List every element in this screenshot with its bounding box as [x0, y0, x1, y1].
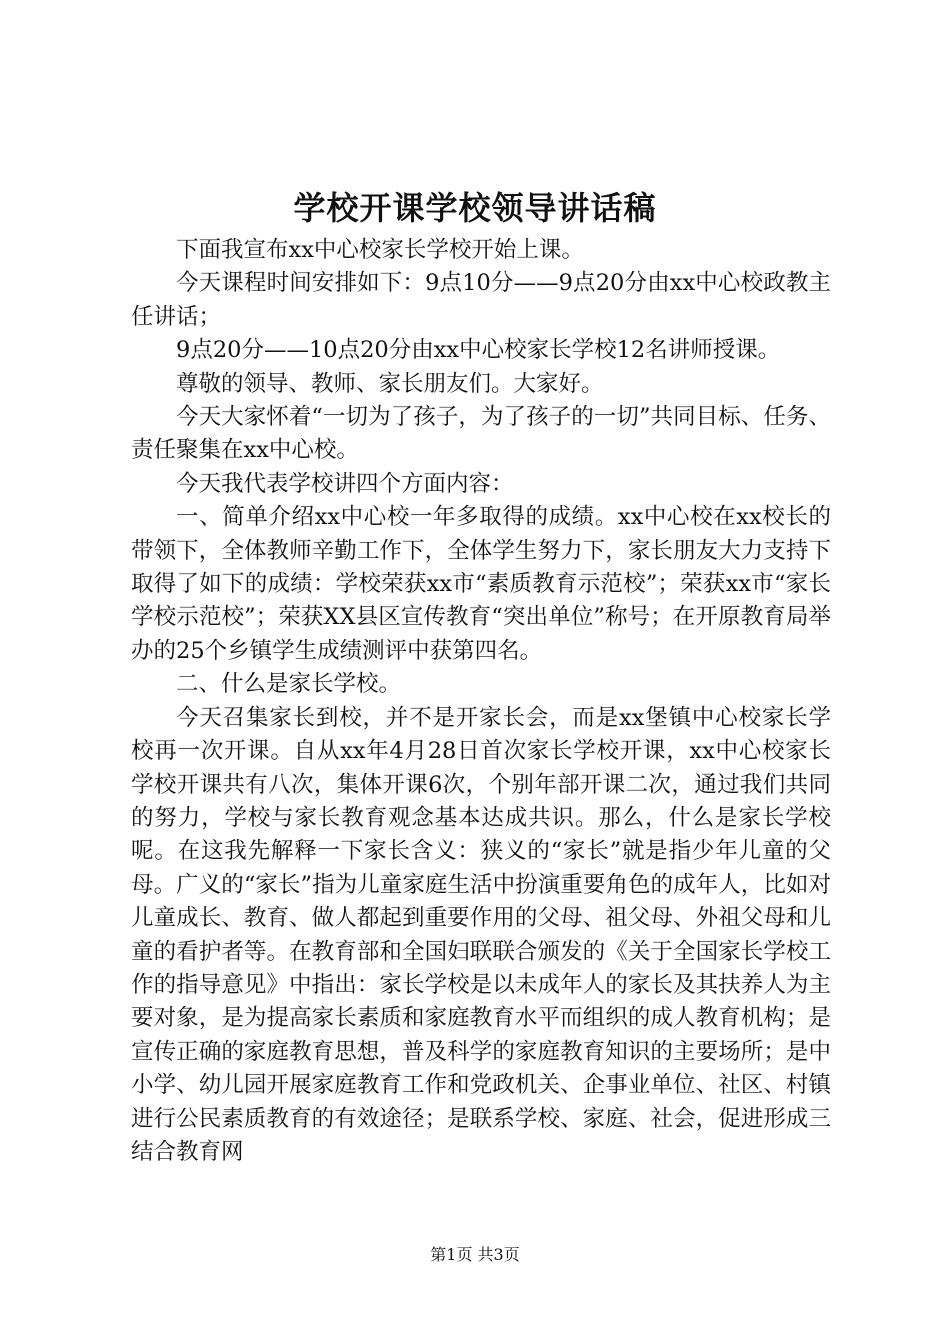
paragraph-announcement: 下面我宣布xx中心校家长学校开始上课。 [176, 237, 584, 263]
paragraph-outline: 今天我代表学校讲四个方面内容： [176, 470, 514, 497]
paragraph-common-goal: 今天大家怀着“一切为了孩子，为了孩子的一切”共同目标、任务、责任聚集在xx中心校。 [131, 404, 831, 464]
paragraph-schedule-2: 9点20分——10点20分由xx中心校家长学校12名讲师授课。 [176, 337, 781, 364]
paragraph-section-one: 一、简单介绍xx中心校一年多取得的成绩。xx中心校在xx校长的带领下，全体教师辛勤工作下，全体学生努力下，家长朋友大力支持下取得了如下的成绩：学校荣获xx市“素质教育示范校”；荣获xx市“家长学校示范校”；荣获XX县区宣传教育“突出单位”称号；在开原教育局举办的25个乡镇学生成绩测评中获第四名。 [131, 504, 831, 664]
paragraph-section-two-heading: 二、什么是家长学校。 [176, 671, 402, 698]
page-number-footer: 第1页 共3页 [430, 1245, 520, 1264]
document-title: 学校开课学校领导讲话稿 [293, 189, 657, 227]
paragraph-section-two-body: 今天召集家长到校，并不是开家长会，而是xx堡镇中心校家长学校再一次开课。自从xx年4月28日首次家长学校开课，xx中心校家长学校开课共有八次，集体开课6次，个别年部开课二次，通过我们共同的努力，学校与家长教育观念基本达成共识。那么，什么是家长学校呢。在这我先解释一下家长含义：狭义的“家长”就是指少年儿童的父母。广义的“家长”指为儿童家庭生活中扮演重要角色的成年人，比如对儿童成长、教育、做人都起到重要作用的父母、祖父母、外祖父母和儿童的看护者等。在教育部和全国妇联联合颁发的《关于全国家长学校工作的指导意见》中指出：家长学校是以未成年人的家长及其扶养人为主要对象，是为提高家长素质和家庭教育水平而组织的成人教育机构；是宣传正确的家庭教育思想，普及科学的家庭教育知识的主要场所；是中小学、幼儿园开展家庭教育工作和党政机关、企事业单位、社区、村镇进行公民素质教育的有效途径；是联系学校、家庭、社会，促进形成三结合教育网 [131, 704, 831, 1165]
document-body [131, 234, 831, 1169]
paragraph-greeting: 尊敬的领导、教师、家长朋友们。大家好。 [176, 370, 604, 397]
paragraph-schedule-1: 今天课程时间安排如下：9点10分——9点20分由xx中心校政教主任讲话； [131, 270, 831, 330]
